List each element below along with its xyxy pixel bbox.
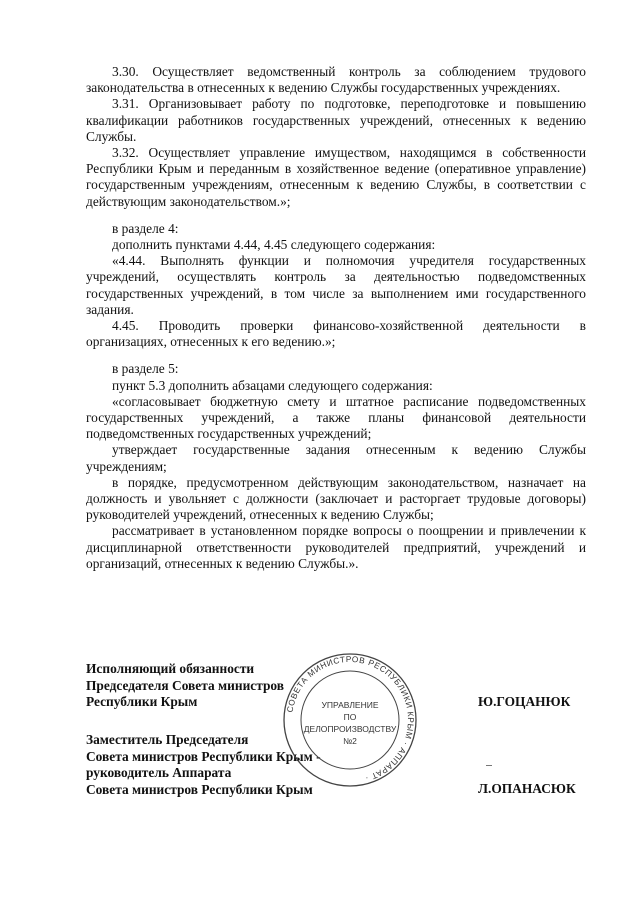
scan-mark <box>486 765 492 766</box>
seal-ring-textpath: СОВЕТА МИНИСТРОВ РЕСПУБЛИКИ КРЫМ · АППАРАТ · <box>284 653 417 784</box>
paragraph-5-3-b: утверждает государственные задания отнесенным к ведению Службы учреждениям; <box>86 442 586 474</box>
paragraph-3-32: 3.32. Осуществляет управление имуществом, находящимся в собственности Республики Крым и переданным в хозяйственное ведение (оперативное управление) государственным учреждениям, отнесенным к ведению Службы, в соответствии с действующим законодательством.»; <box>86 145 586 209</box>
signature-title-line: Совета министров Республики Крым <box>86 781 313 797</box>
signature-title-line: Председателя Совета министров <box>86 677 285 693</box>
signature-title-line: Заместитель Председателя <box>86 732 249 747</box>
signatory-name-1: Ю.ГОЦАНЮК <box>478 694 571 709</box>
paragraph-4-45: 4.45. Проводить проверки финансово-хозяйственной деятельности в организациях, отнесенных к его ведению.»; <box>86 318 586 350</box>
paragraph-5-3-d: рассматривает в установленном порядке вопросы о поощрении и привлечении к дисциплинарной ответственности руководителей предприятий, учреждений и организаций, отнесенных к ведению Службы.». <box>86 523 586 571</box>
paragraph-4-44: «4.44. Выполнять функции и полномочия учредителя государственных учреждений, осуществлять контроль за деятельностью подведомственных государственных учреждений, в том числе за выполнением ими государственного задания. <box>86 253 586 317</box>
paragraph-5-3-a: «согласовывает бюджетную смету и штатное расписание подведомственных государственных учреждений, а также планы финансовой деятельности подведомственных государственных учреждений; <box>86 393 586 442</box>
signature-title-line: Совета министров Республики Крым - <box>86 748 321 764</box>
seal-center-line: №2 <box>343 736 357 746</box>
signature-title-line: руководитель Аппарата <box>86 765 232 781</box>
signature-title-line: Республики Крым <box>86 694 198 710</box>
paragraph-3-30: 3.30. Осуществляет ведомственный контроль за соблюдением трудового законодательства в отнесенных к ведению Службы государственных учреждениях. <box>86 64 586 96</box>
paragraph-section-5-heading: в разделе 5: <box>112 361 179 377</box>
paragraph-section-4-intro: дополнить пунктами 4.44, 4.45 следующего содержания: <box>112 237 436 253</box>
paragraph-3-31: 3.31. Организовывает работу по подготовке, переподготовке и повышению квалификации работников государственных учреждений, отнесенных к ведению Службы. <box>86 96 586 144</box>
paragraph-section-4-heading: в разделе 4: <box>112 220 179 236</box>
document-body <box>86 64 586 572</box>
seal-center-line: УПРАВЛЕНИЕ <box>321 700 379 710</box>
signature-title-line: Исполняющий обязанности <box>86 661 255 676</box>
paragraph-5-3-c: в порядке, предусмотренном действующим законодательством, назначает на должность и увольняет с должности (заключает и расторгает трудовые договоры) руководителей учреждений, отнесенных к ведению Службы; <box>86 474 586 523</box>
signatory-name-2: Л.ОПАНАСЮК <box>478 781 576 796</box>
seal-center-line: ПО <box>343 712 357 722</box>
paragraph-section-5-intro: пункт 5.3 дополнить абзацами следующего содержания: <box>112 377 433 393</box>
official-seal <box>280 650 420 790</box>
seal-center-line: ДЕЛОПРОИЗВОДСТВУ <box>303 724 397 734</box>
